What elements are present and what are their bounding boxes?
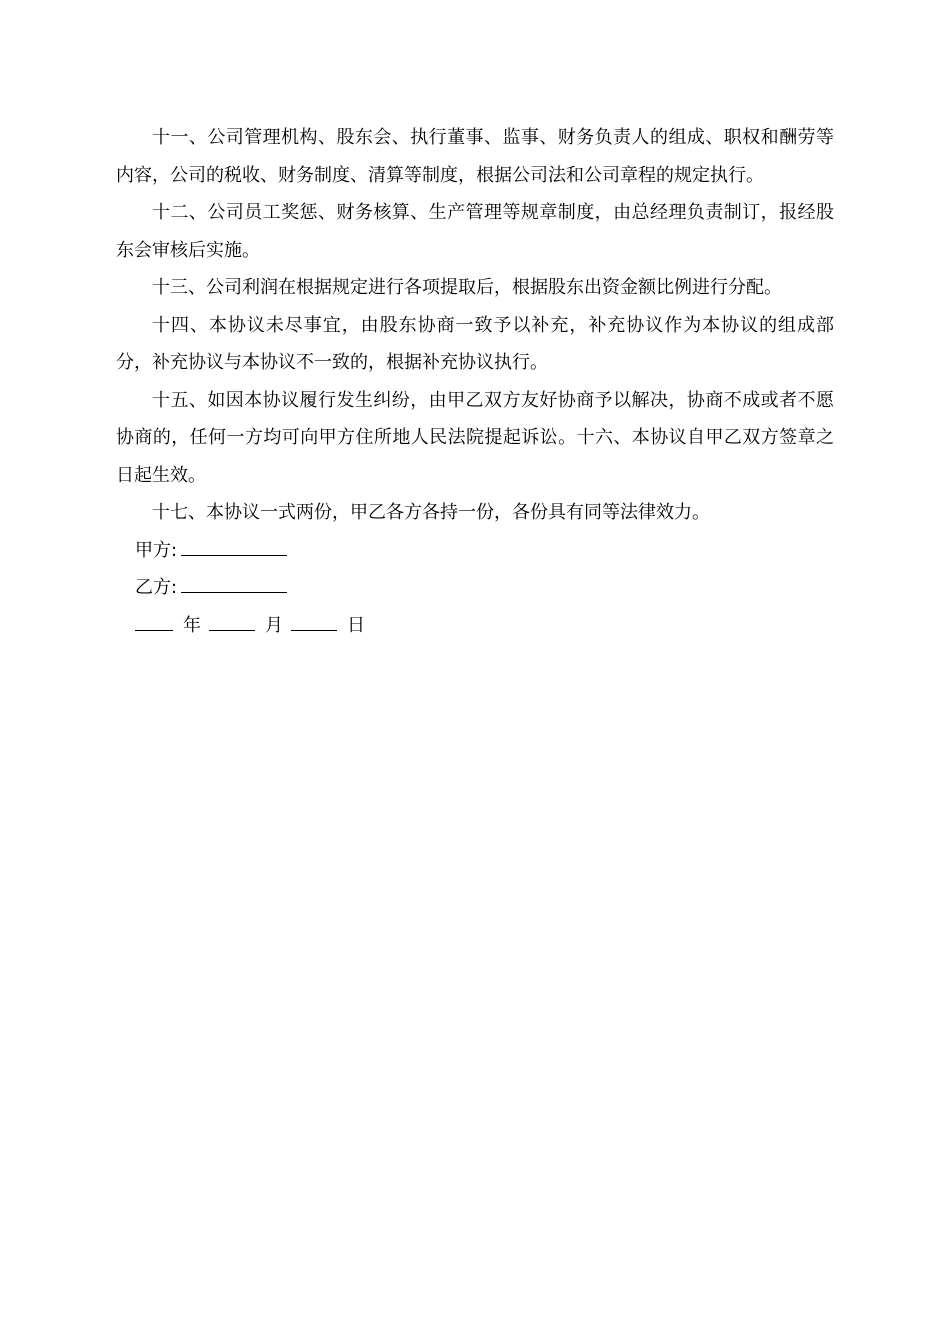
day-blank [291,616,337,631]
clause-12: 十二、公司员工奖惩、财务核算、生产管理等规章制度，由总经理负责制订，报经股东会审核后实施。 [116,202,834,261]
day-label: 日 [347,614,365,636]
document-body [116,119,834,644]
clause-11: 十一、公司管理机构、股东会、执行董事、监事、财务负责人的组成、职权和酬劳等内容，公司的税收、财务制度、清算等制度，根据公司法和公司章程的规定执行。 [116,127,834,186]
party-a-signature-line [116,532,834,570]
party-a-blank [181,541,287,556]
month-blank [209,616,255,631]
clause-17: 十七、本协议一式两份，甲乙各方各持一份，各份具有同等法律效力。 [152,502,710,523]
party-b-signature-line [116,569,834,607]
date-line [116,607,834,645]
year-blank [135,616,173,631]
clause-14: 十四、本协议未尽事宜，由股东协商一致予以补充，补充协议作为本协议的组成部分，补充协议与本协议不一致的，根据补充协议执行。 [116,314,834,373]
year-label: 年 [183,614,201,636]
month-label: 月 [265,614,283,636]
party-a-label: 甲方: [135,539,178,561]
party-b-label: 乙方: [135,577,178,598]
clause-13: 十三、公司利润在根据规定进行各项提取后，根据股东出资金额比例进行分配。 [152,277,782,298]
party-b-blank [181,578,287,593]
clause-15-16: 十五、如因本协议履行发生纠纷，由甲乙双方友好协商予以解决，协商不成或者不愿协商的，任何一方均可向甲方住所地人民法院提起诉讼。十六、本协议自甲乙双方签章之日起生效。 [116,389,834,486]
